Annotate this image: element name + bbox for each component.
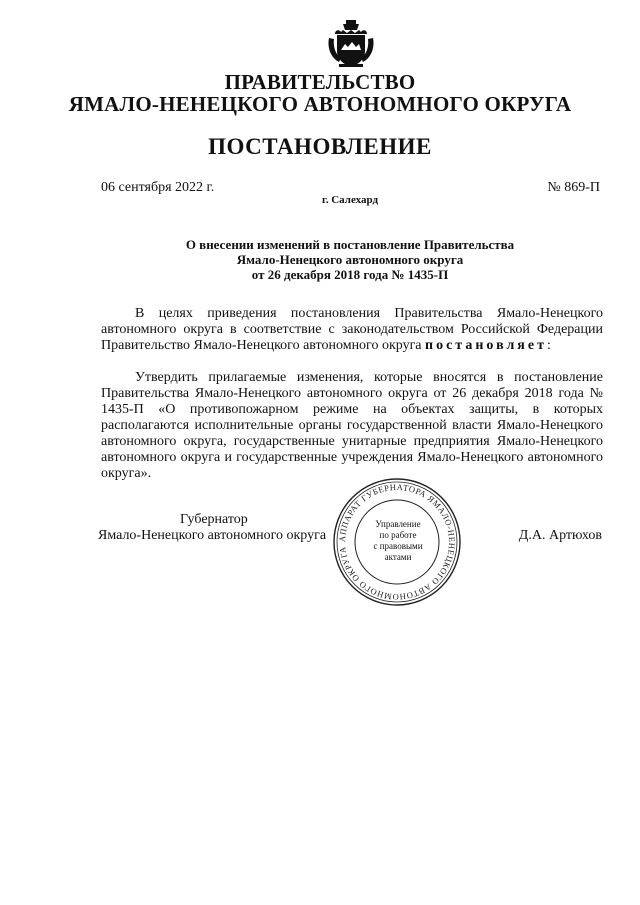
stamp-line: по работе (379, 530, 417, 540)
subject-line: Ямало-Ненецкого автономного округа (236, 252, 464, 267)
coat-of-arms-icon (327, 20, 375, 70)
stamp-line: с правовыми (373, 541, 423, 551)
document-subject (0, 237, 640, 282)
document-date: 06 сентября 2022 г. (101, 180, 215, 195)
preamble-text: В целях приведения постановления Правительства Ямало-Ненецкого автономного округа в соответствие с законодательством Российской Федерации Правительство Ямало-Ненецкого автономного округа (101, 306, 603, 353)
signatory-region: Ямало-Ненецкого автономного округа (98, 528, 327, 543)
document-type: ПОСТАНОВЛЕНИЕ (208, 134, 432, 159)
signatory-name: Д.А. Артюхов (518, 528, 602, 543)
resolution-paragraph (101, 370, 603, 482)
stamp-line: актами (384, 552, 412, 562)
subject-line: О внесении изменений в постановление Правительства (185, 237, 515, 252)
government-title: ПРАВИТЕЛЬСТВО (224, 70, 416, 94)
stamp-center-text (360, 519, 436, 563)
resolves-keyword: постановляет (425, 338, 547, 353)
resolution-text: Утвердить прилагаемые изменения, которые вносятся в постановление Правительства Ямало-Ненецкого автономного округа от 26 декабря 2018 года № 1435-П «О противопожарном режиме на объектах защиты, в которых располагаются исполнительные органы государственной власти Ямало-Ненецкого автономного округа, государственные унитарные предприятия Ямало-Ненецкого автономного округа и государственные учреждения Ямало-Ненецкого автономного округа». (101, 370, 603, 481)
stamp-ring-text: АППАРАТ ГУБЕРНАТОРА ЯМАЛО-НЕНЕЦКОГО АВТОНОМНОГО ОКРУГА (336, 481, 458, 603)
document-city: г. Салехард (321, 194, 379, 206)
document-number: № 869-П (547, 180, 600, 195)
stamp-line: Управление (375, 519, 421, 529)
signatory-title: Губернатор (180, 512, 248, 527)
preamble-end: : (546, 338, 551, 353)
government-region: ЯМАЛО-НЕНЕЦКОГО АВТОНОМНОГО ОКРУГА (68, 92, 572, 116)
subject-line: от 26 декабря 2018 года № 1435-П (251, 267, 449, 282)
preamble-paragraph (101, 306, 603, 354)
